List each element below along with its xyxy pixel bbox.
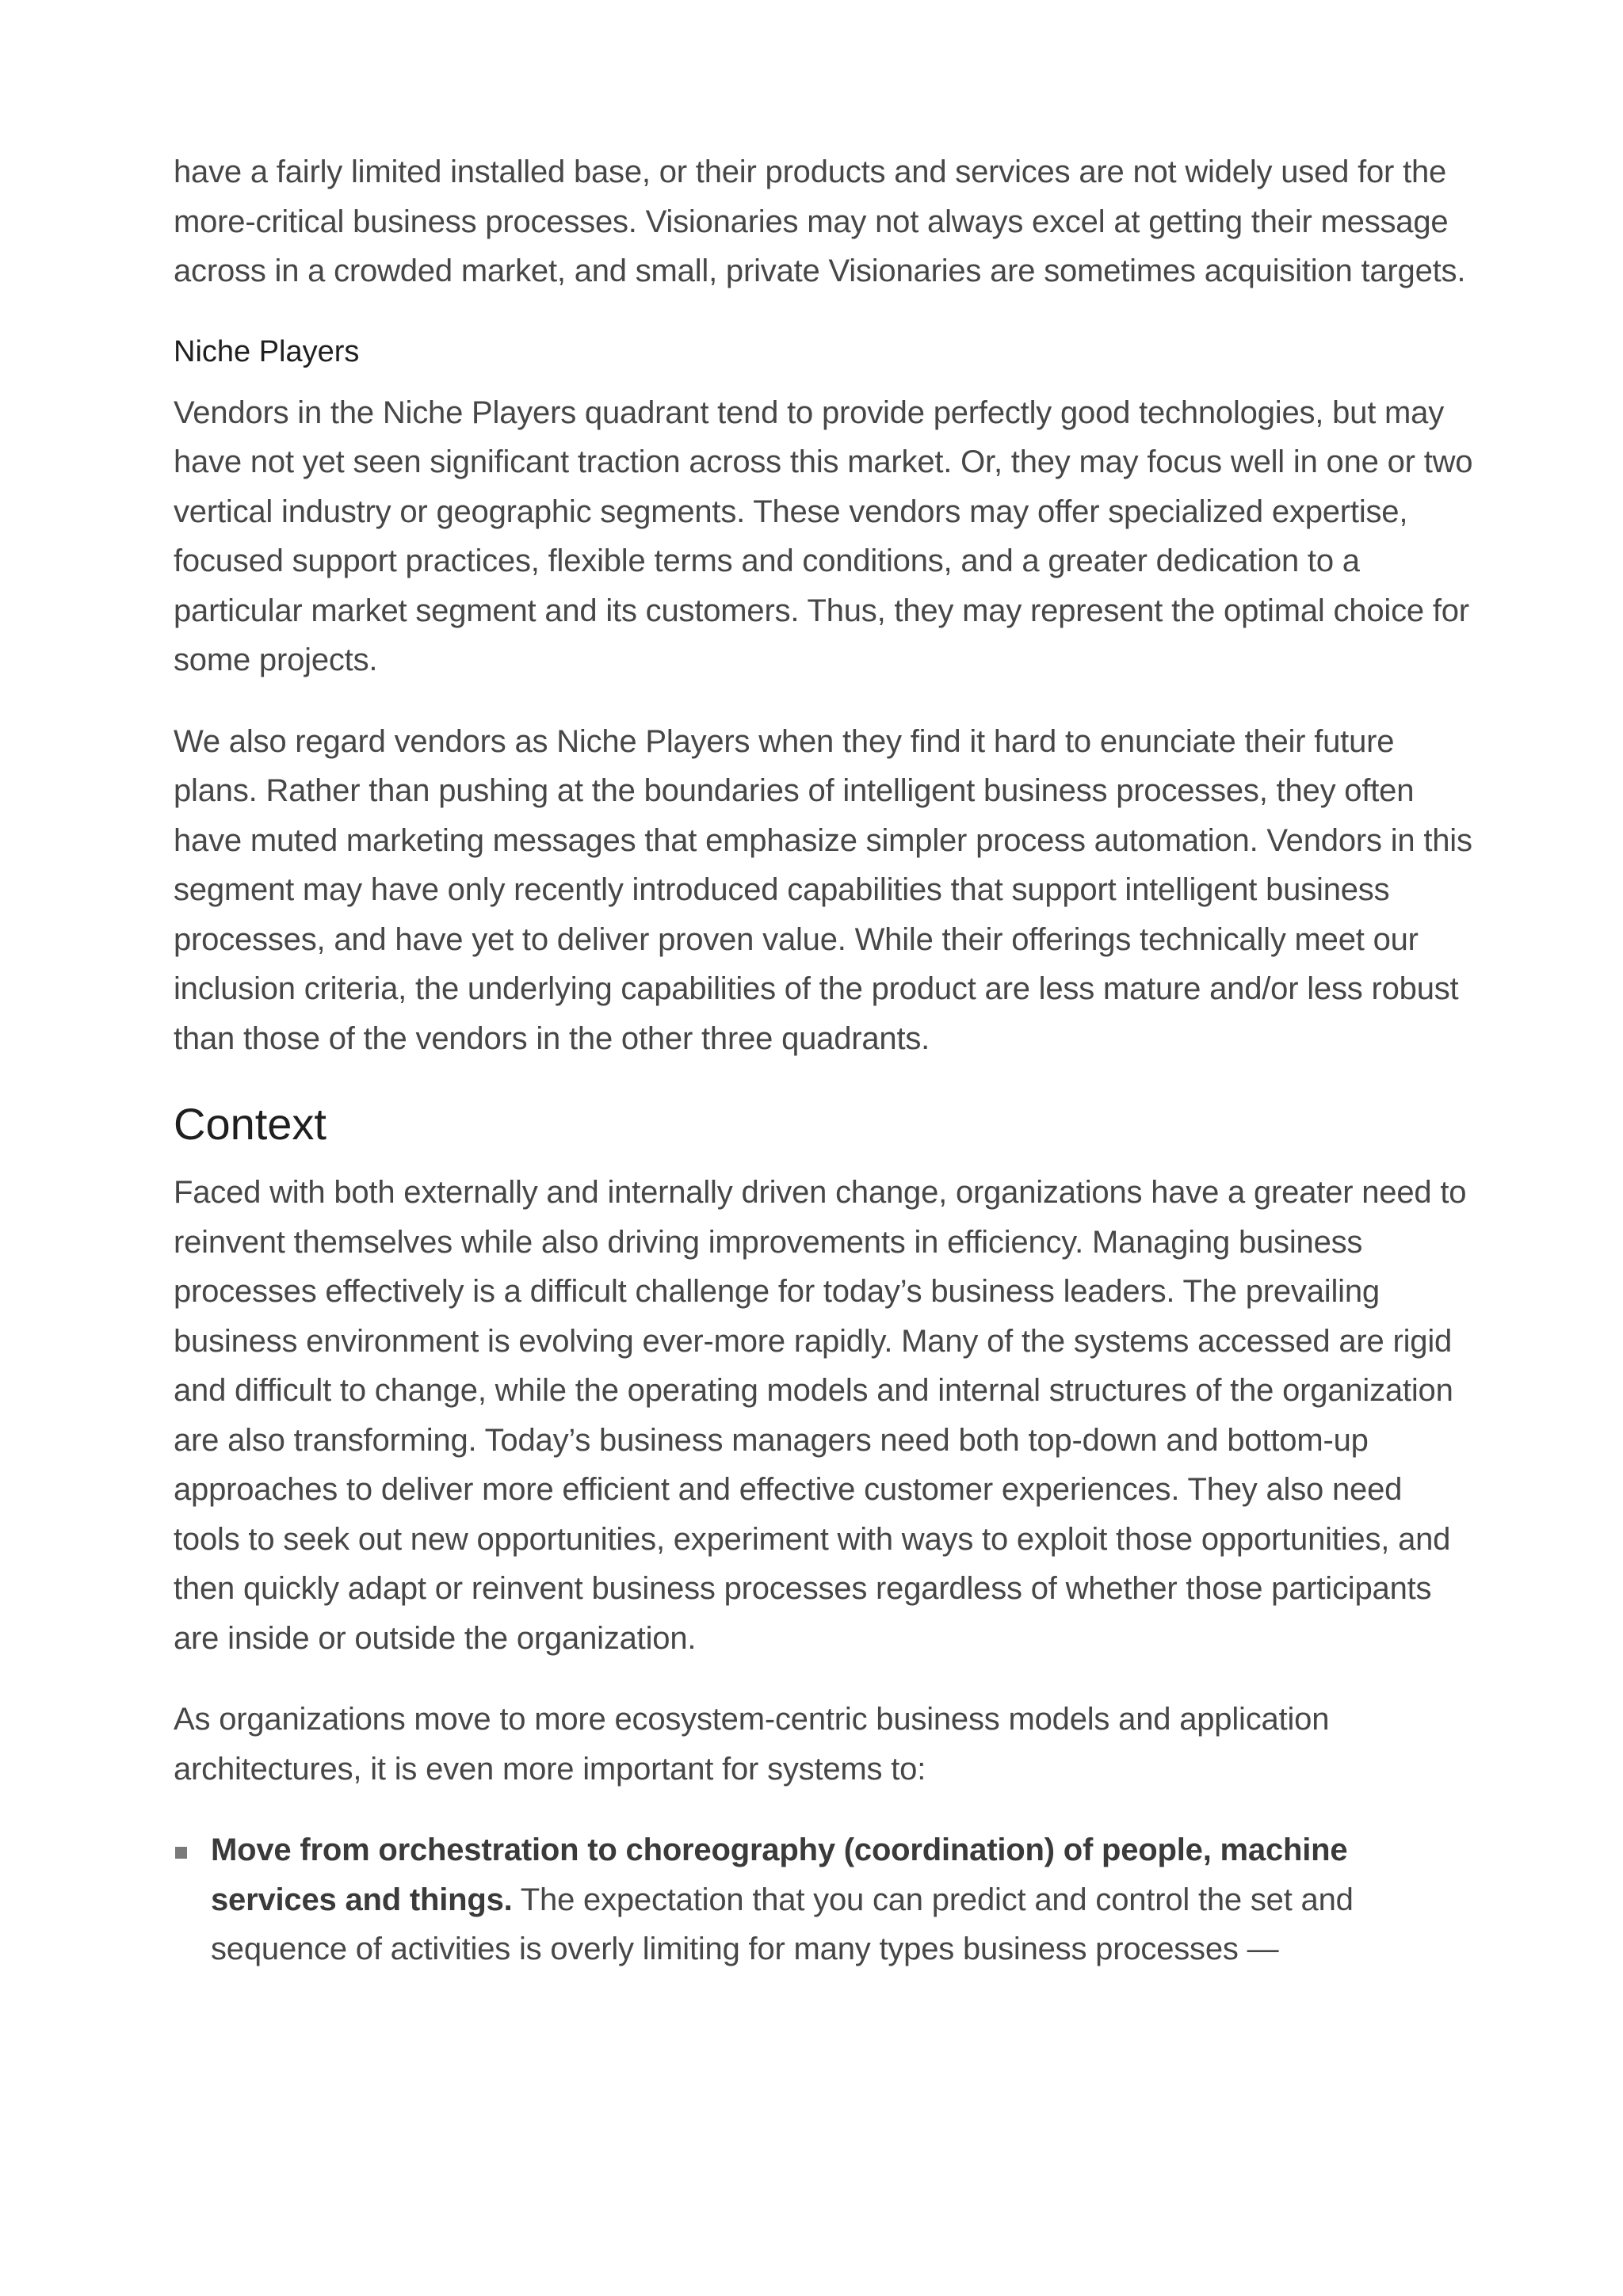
context-heading: Context bbox=[174, 1099, 327, 1149]
document-page bbox=[174, 147, 1473, 1974]
visionaries-continuation-paragraph: have a fairly limited installed base, or their products and services are not widely used for the more-critical business processes. Visionaries may not always excel at getting their message across in a crowded market, and small, private Visionaries are sometimes acquisition targets. bbox=[174, 154, 1466, 288]
context-paragraph-1: Faced with both externally and internally driven change, organizations have a greater need to reinvent themselves while also driving improvements in efficiency. Managing business processes effectively is a difficult challenge for today’s business leaders. The prevailing business environment is evolving ever-more rapidly. Many of the systems accessed are rigid and difficult to change, while the operating models and internal structures of the organization are also transforming. Today’s business managers need both top-down and bottom-up approaches to deliver more efficient and effective customer experiences. They also need tools to seek out new opportunities, experiment with ways to exploit those opportunities, and then quickly adapt or reinvent business processes regardless of whether those participants are inside or outside the organization. bbox=[174, 1175, 1467, 1656]
niche-players-heading: Niche Players bbox=[174, 334, 360, 368]
niche-players-paragraph-1: Vendors in the Niche Players quadrant tend to provide perfectly good technologies, but may have not yet seen significant traction across this market. Or, they may focus well in one or two vertical industry or geographic segments. These vendors may offer specialized expertise, focused support practices, flexible terms and conditions, and a greater dedication to a particular market segment and its customers. Thus, they may represent the optimal choice for some projects. bbox=[174, 395, 1473, 677]
context-paragraph-2: As organizations move to more ecosystem-centric business models and application architectures, it is even more important for systems to: bbox=[174, 1702, 1330, 1787]
list-item-bold-lead: Move from orchestration to choreography (coordination) of people, machine services and things. bbox=[211, 1833, 1348, 1917]
requirements-list bbox=[174, 1825, 1473, 1974]
niche-players-paragraph-2: We also regard vendors as Niche Players when they find it hard to enunciate their future plans. Rather than pushing at the boundaries of intelligent business processes, they often have muted marketing messages that emphasize simpler process automation. Vendors in this segment may have only recently introduced capabilities that support intelligent business processes, and have yet to deliver proven value. While their offerings technically meet our inclusion criteria, the underlying capabilities of the product are less mature and/or less robust than those of the vendors in the other three quadrants. bbox=[174, 723, 1472, 1056]
square-bullet-icon bbox=[175, 1847, 187, 1859]
list-item-text: The expectation that you can predict and control the set and sequence of activities is overly limiting for many types business processes — bbox=[211, 1882, 1354, 1966]
list-item bbox=[174, 1825, 1473, 1974]
